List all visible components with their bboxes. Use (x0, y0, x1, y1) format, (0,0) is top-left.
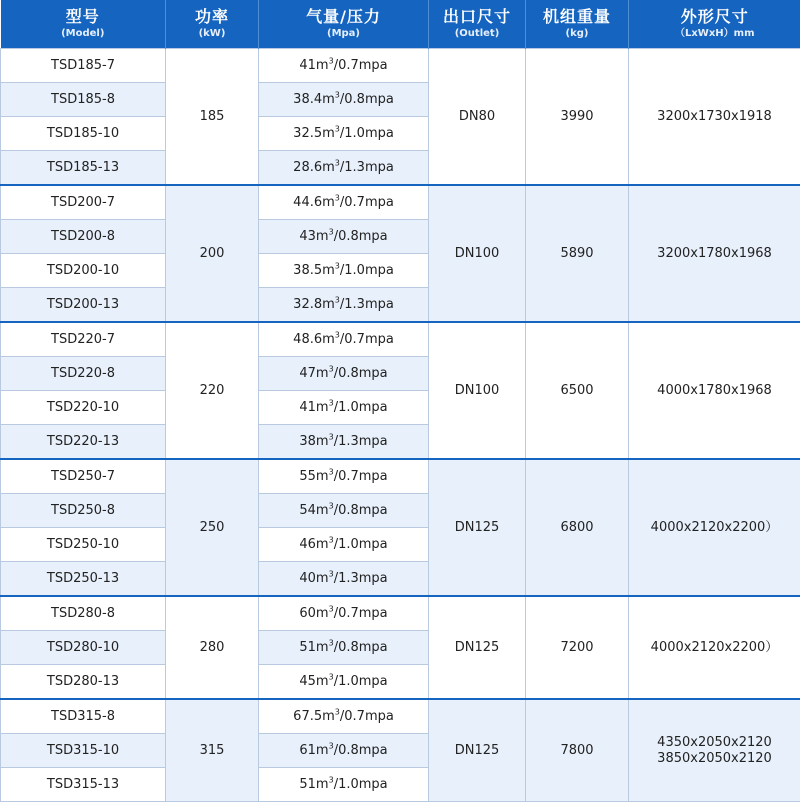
header-weight-en: (kg) (565, 28, 589, 39)
flow-unit-exponent: 3 (328, 775, 334, 785)
flow-unit: m (315, 640, 329, 655)
table-row (1, 699, 800, 734)
header-outlet (429, 0, 526, 49)
flow-unit: m (322, 332, 335, 347)
power-cell: 280 (166, 596, 259, 699)
flow-unit-exponent: 3 (328, 672, 334, 682)
flow-unit-exponent: 3 (334, 90, 340, 100)
flow-unit-exponent: 3 (328, 741, 334, 751)
model-cell: TSD220-7 (1, 322, 166, 357)
dimension-line: 4000x1780x1968 (657, 382, 772, 398)
flow-cell (259, 83, 429, 117)
flow-unit: m (315, 400, 329, 415)
flow-unit-exponent: 3 (328, 432, 334, 442)
flow-value: 61 (299, 743, 316, 758)
flow-unit: m (322, 195, 335, 210)
flow-value: 32.5 (293, 126, 323, 141)
model-cell: TSD315-13 (1, 768, 166, 802)
header-dims (629, 0, 800, 49)
pressure-value: /0.8mpa (333, 503, 388, 518)
header-power-cn: 功率 (194, 7, 229, 26)
model-cell: TSD185-13 (1, 151, 166, 186)
flow-value: 51 (299, 640, 316, 655)
dimension-line: 3200x1780x1968 (657, 245, 772, 261)
flow-unit-exponent: 3 (328, 56, 334, 66)
weight-cell: 3990 (526, 49, 629, 186)
model-cell: TSD200-13 (1, 288, 166, 323)
table-row (1, 596, 800, 631)
pressure-value: /0.8mpa (333, 229, 388, 244)
flow-value: 43 (299, 229, 316, 244)
flow-unit-exponent: 3 (334, 193, 340, 203)
model-cell: TSD315-8 (1, 699, 166, 734)
flow-cell (259, 528, 429, 562)
dimension-line: 3850x2050x2120 (657, 750, 772, 766)
table-row (1, 459, 800, 494)
model-cell: TSD220-13 (1, 425, 166, 460)
weight-cell: 6800 (526, 459, 629, 596)
header-model-en: (Model) (61, 28, 105, 39)
flow-value: 38 (299, 434, 316, 449)
pressure-value: /0.7mpa (339, 332, 394, 347)
pressure-value: /1.0mpa (333, 777, 388, 792)
outlet-cell: DN125 (429, 459, 526, 596)
flow-value: 38.5 (293, 263, 323, 278)
flow-unit: m (315, 434, 329, 449)
dimensions-cell (629, 699, 800, 802)
flow-cell (259, 117, 429, 151)
header-flow-cn: 气量/压力 (306, 7, 381, 26)
flow-value: 48.6 (293, 332, 323, 347)
flow-cell (259, 734, 429, 768)
weight-cell: 5890 (526, 185, 629, 322)
model-cell: TSD220-8 (1, 357, 166, 391)
table-header (1, 0, 800, 49)
pressure-value: /0.8mpa (333, 366, 388, 381)
header-outlet-cn: 出口尺寸 (442, 7, 511, 26)
power-cell: 200 (166, 185, 259, 322)
model-cell: TSD315-10 (1, 734, 166, 768)
dimension-line: 3200x1730x1918 (657, 108, 772, 124)
pressure-value: /1.0mpa (333, 400, 388, 415)
pressure-value: /1.3mpa (339, 160, 394, 175)
model-cell: TSD185-7 (1, 49, 166, 83)
flow-unit: m (322, 126, 335, 141)
flow-unit-exponent: 3 (328, 535, 334, 545)
flow-unit-exponent: 3 (328, 638, 334, 648)
pressure-value: /1.0mpa (333, 674, 388, 689)
header-weight-cn: 机组重量 (542, 7, 611, 26)
model-cell: TSD220-10 (1, 391, 166, 425)
flow-unit: m (322, 709, 335, 724)
flow-unit-exponent: 3 (328, 604, 334, 614)
model-cell: TSD200-10 (1, 254, 166, 288)
dimension-line: 4350x2050x2120 (657, 734, 772, 750)
outlet-cell: DN125 (429, 596, 526, 699)
header-flow (259, 0, 429, 49)
flow-unit: m (315, 503, 329, 518)
flow-value: 67.5 (293, 709, 323, 724)
power-cell: 220 (166, 322, 259, 459)
power-cell: 315 (166, 699, 259, 802)
pressure-value: /1.0mpa (333, 537, 388, 552)
flow-unit: m (315, 366, 329, 381)
flow-unit: m (315, 58, 329, 73)
header-model (1, 0, 166, 49)
flow-value: 28.6 (293, 160, 323, 175)
dimensions-cell (629, 185, 800, 322)
flow-unit: m (315, 606, 329, 621)
flow-value: 46 (299, 537, 316, 552)
flow-unit-exponent: 3 (328, 398, 334, 408)
flow-unit-exponent: 3 (334, 295, 340, 305)
pressure-value: /1.0mpa (339, 126, 394, 141)
flow-unit-exponent: 3 (334, 158, 340, 168)
flow-cell (259, 49, 429, 83)
model-cell: TSD250-7 (1, 459, 166, 494)
flow-cell (259, 665, 429, 700)
model-cell: TSD280-8 (1, 596, 166, 631)
flow-cell (259, 494, 429, 528)
dimension-line: 4000x2120x2200） (650, 519, 779, 535)
flow-value: 38.4 (293, 92, 323, 107)
flow-unit: m (315, 469, 329, 484)
flow-value: 41 (299, 58, 316, 73)
flow-unit: m (315, 537, 329, 552)
header-power (166, 0, 259, 49)
model-cell: TSD250-8 (1, 494, 166, 528)
outlet-cell: DN100 (429, 185, 526, 322)
weight-cell: 6500 (526, 322, 629, 459)
pressure-value: /0.7mpa (333, 469, 388, 484)
model-cell: TSD250-13 (1, 562, 166, 597)
flow-unit-exponent: 3 (334, 330, 340, 340)
model-cell: TSD185-10 (1, 117, 166, 151)
model-cell: TSD200-8 (1, 220, 166, 254)
pressure-value: /1.3mpa (333, 571, 388, 586)
flow-unit-exponent: 3 (334, 707, 340, 717)
flow-cell (259, 425, 429, 460)
flow-cell (259, 220, 429, 254)
header-dims-cn: 外形尺寸 (680, 7, 749, 26)
table-row (1, 49, 800, 83)
flow-unit-exponent: 3 (328, 364, 334, 374)
flow-value: 47 (299, 366, 316, 381)
model-cell: TSD200-7 (1, 185, 166, 220)
power-cell: 250 (166, 459, 259, 596)
flow-cell (259, 185, 429, 220)
flow-unit-exponent: 3 (334, 124, 340, 134)
flow-unit-exponent: 3 (328, 227, 334, 237)
flow-cell (259, 254, 429, 288)
model-cell: TSD250-10 (1, 528, 166, 562)
dimensions-cell (629, 49, 800, 186)
flow-unit: m (315, 229, 329, 244)
header-row (1, 0, 800, 49)
flow-value: 55 (299, 469, 316, 484)
flow-cell (259, 151, 429, 186)
table-body (1, 49, 800, 802)
flow-cell (259, 391, 429, 425)
table-row (1, 185, 800, 220)
flow-unit-exponent: 3 (328, 569, 334, 579)
pressure-value: /1.0mpa (339, 263, 394, 278)
dimensions-cell (629, 596, 800, 699)
dimensions-cell (629, 459, 800, 596)
flow-unit-exponent: 3 (328, 467, 334, 477)
flow-unit: m (322, 263, 335, 278)
pressure-value: /1.3mpa (333, 434, 388, 449)
flow-cell (259, 322, 429, 357)
flow-unit: m (322, 297, 335, 312)
pressure-value: /1.3mpa (339, 297, 394, 312)
flow-value: 54 (299, 503, 316, 518)
header-weight (526, 0, 629, 49)
table-row (1, 322, 800, 357)
power-cell: 185 (166, 49, 259, 186)
header-outlet-en: (Outlet) (454, 28, 500, 39)
pressure-value: /0.8mpa (333, 640, 388, 655)
flow-unit-exponent: 3 (328, 501, 334, 511)
flow-cell (259, 631, 429, 665)
flow-unit: m (315, 674, 329, 689)
header-power-en: (kW) (198, 28, 226, 39)
pressure-value: /0.7mpa (339, 709, 394, 724)
model-cell: TSD185-8 (1, 83, 166, 117)
model-cell: TSD280-13 (1, 665, 166, 700)
flow-unit: m (315, 743, 329, 758)
flow-unit: m (315, 777, 329, 792)
flow-value: 45 (299, 674, 316, 689)
header-flow-en: (Mpa) (327, 28, 360, 39)
flow-value: 44.6 (293, 195, 323, 210)
header-model-cn: 型号 (65, 7, 100, 26)
model-cell: TSD280-10 (1, 631, 166, 665)
flow-cell (259, 596, 429, 631)
weight-cell: 7800 (526, 699, 629, 802)
flow-value: 32.8 (293, 297, 323, 312)
flow-unit: m (315, 571, 329, 586)
dimension-line: 4000x2120x2200） (650, 639, 779, 655)
dimensions-cell (629, 322, 800, 459)
flow-cell (259, 357, 429, 391)
flow-cell (259, 768, 429, 802)
outlet-cell: DN80 (429, 49, 526, 186)
flow-cell (259, 699, 429, 734)
flow-cell (259, 288, 429, 323)
flow-value: 60 (299, 606, 316, 621)
header-dims-en: （LxWxH）mm (674, 28, 755, 39)
pressure-value: /0.8mpa (333, 743, 388, 758)
outlet-cell: DN100 (429, 322, 526, 459)
flow-cell (259, 459, 429, 494)
flow-unit: m (322, 92, 335, 107)
weight-cell: 7200 (526, 596, 629, 699)
flow-value: 51 (299, 777, 316, 792)
pressure-value: /0.8mpa (339, 92, 394, 107)
flow-unit-exponent: 3 (334, 261, 340, 271)
pressure-value: /0.7mpa (339, 195, 394, 210)
pressure-value: /0.7mpa (333, 606, 388, 621)
flow-unit: m (322, 160, 335, 175)
flow-value: 41 (299, 400, 316, 415)
flow-value: 40 (299, 571, 316, 586)
flow-cell (259, 562, 429, 597)
pressure-value: /0.7mpa (333, 58, 388, 73)
outlet-cell: DN125 (429, 699, 526, 802)
